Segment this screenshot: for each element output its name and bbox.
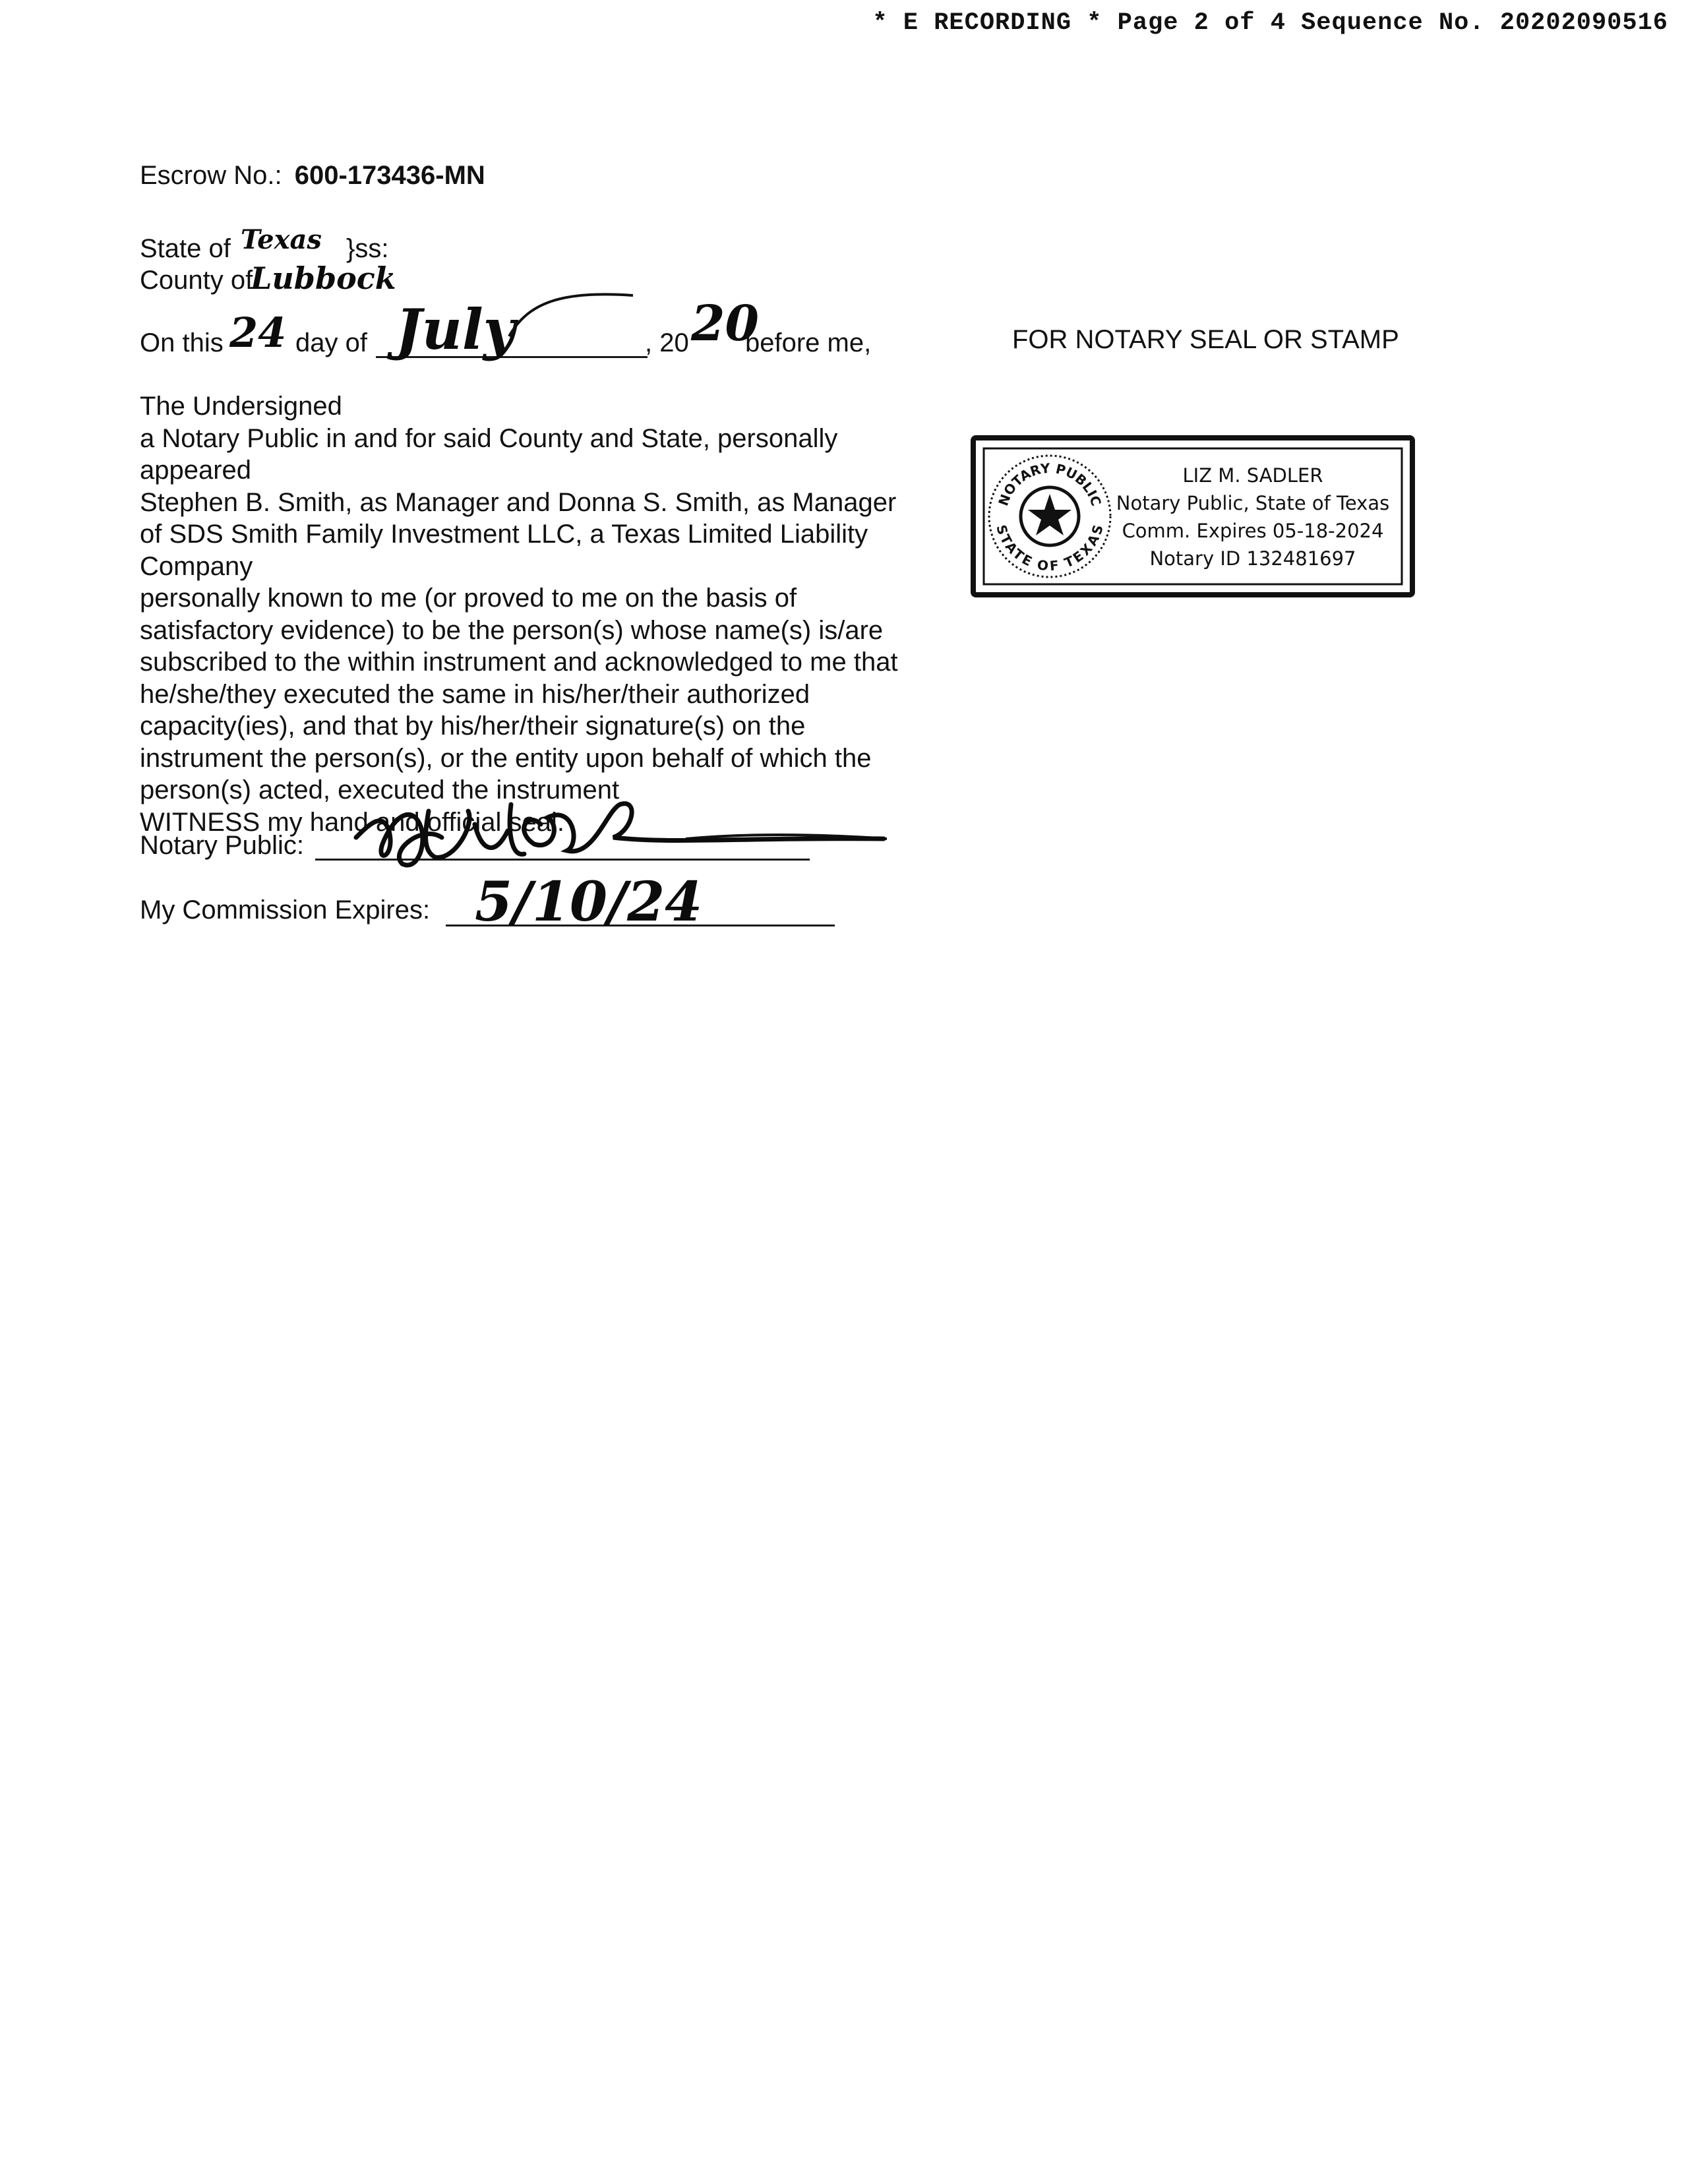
notary-stamp-text [1098, 462, 1408, 572]
escrow-line [140, 160, 485, 191]
body-line: Company [140, 551, 253, 581]
stamp-line-expires: Comm. Expires 05-18-2024 [1122, 520, 1384, 542]
ss-suffix: }ss: [346, 234, 389, 263]
handwritten-county: Lubbock [251, 260, 396, 296]
body-line: WITNESS my hand and official seal. [140, 807, 564, 837]
year-prefix: , 20 [645, 328, 689, 357]
body-line: personally known to me (or proved to me on the basis of [140, 584, 797, 613]
body-line: capacity(ies), and that by his/her/their signature(s) on the [140, 712, 806, 741]
escrow-label: Escrow No.: [140, 161, 282, 190]
handwritten-commission-date: 5/10/24 [475, 870, 703, 934]
handwritten-state: Texas [241, 224, 322, 255]
body-line: he/she/they executed the same in his/her/their authorized [140, 679, 810, 709]
svg-text:STATE OF TEXAS [993, 523, 1106, 574]
month-pen-stroke [509, 294, 633, 336]
body-line: subscribed to the within instrument and acknowledged to me that [140, 648, 898, 677]
body-line: The Undersigned [140, 392, 342, 421]
stamp-line-id: Notary ID 132481697 [1149, 547, 1356, 570]
before-me-label: before me, [745, 328, 872, 357]
county-label: County of [140, 266, 253, 295]
body-line: Stephen B. Smith, as Manager and Donna S. Smith, as Manager [140, 487, 897, 517]
handwritten-day: 24 [229, 309, 287, 357]
stamp-line-title: Notary Public, State of Texas [1116, 492, 1390, 514]
seal-area-label: FOR NOTARY SEAL OR STAMP [1012, 325, 1399, 354]
acknowledgment-body [140, 390, 898, 838]
stamp-line-name: LIZ M. SADLER [1182, 464, 1323, 487]
texas-star-emblem-icon [989, 456, 1110, 577]
body-line: person(s) acted, executed the instrument [140, 775, 620, 804]
body-line: of SDS Smith Family Investment LLC, a Texas Limited Liability [140, 520, 868, 549]
state-label: State of [140, 234, 231, 263]
notary-public-label: Notary Public: [140, 831, 304, 860]
recording-header: * E RECORDING * Page 2 of 4 Sequence No. 20202090516 [872, 9, 1668, 37]
handwritten-month: July [396, 297, 516, 362]
emblem-bottom-text: STATE OF TEXAS [993, 523, 1106, 574]
notary-signature [343, 785, 936, 884]
commission-label: My Commission Expires: [140, 895, 431, 925]
on-this-label: On this [140, 328, 224, 357]
body-line: a Notary Public in and for said County and State, personally [140, 423, 838, 453]
day-of-label: day of [295, 328, 367, 357]
body-line: instrument the person(s), or the entity upon behalf of which the [140, 743, 872, 773]
emblem-top-text: NOTARY PUBLIC [995, 460, 1104, 508]
escrow-number: 600-173436-MN [294, 161, 485, 190]
handwritten-year: 20 [691, 295, 759, 352]
body-line: appeared [140, 456, 252, 485]
body-line: satisfactory evidence) to be the person(s) whose name(s) is/are [140, 615, 884, 645]
